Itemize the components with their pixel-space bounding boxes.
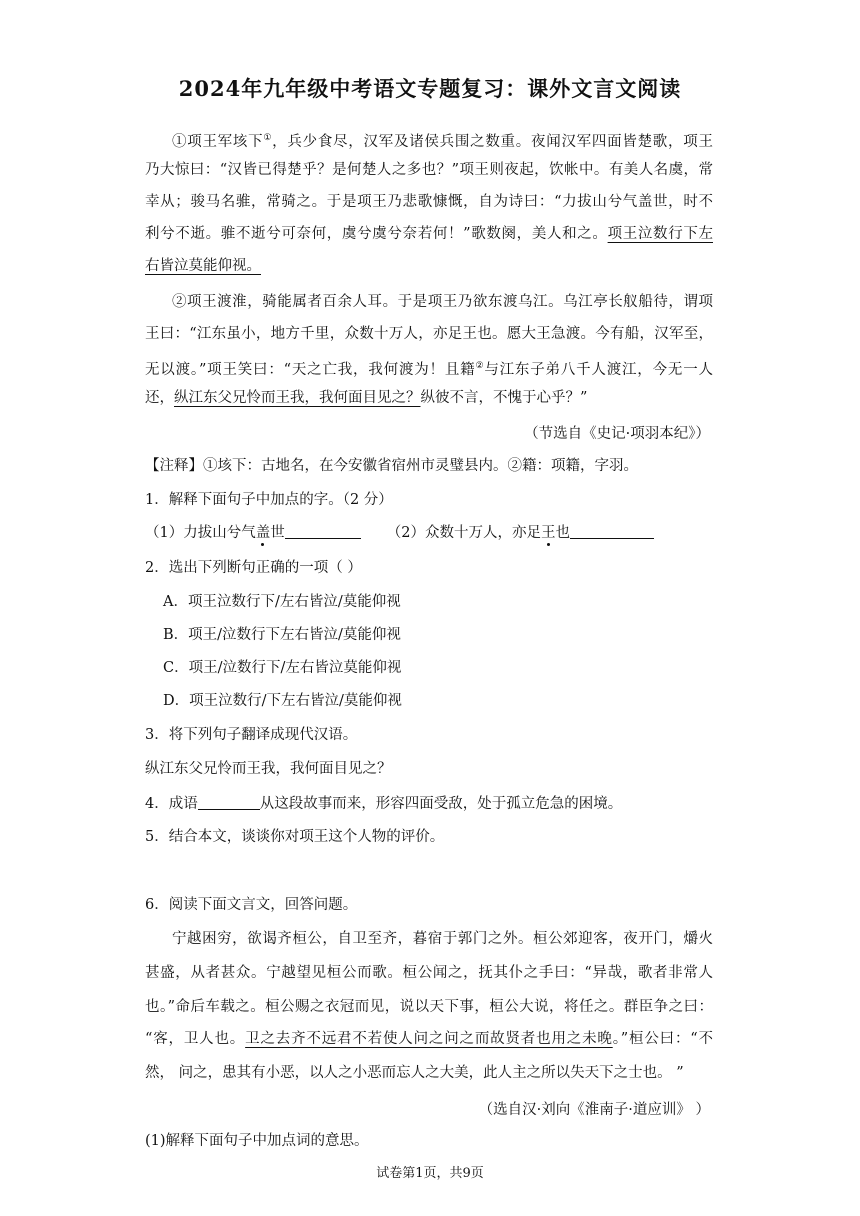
- answer-blank-1-2[interactable]: [570, 522, 654, 539]
- passage2-line-3: 无以渡。”项王笑曰：“天之亡我，我何渡为！且籍②与江东子弟八千人渡江，今无一人: [145, 361, 714, 378]
- answer-blank-1-1[interactable]: [285, 522, 361, 539]
- footnote-marker-2: ②: [475, 361, 485, 371]
- passage3-line-1: 宁越困穷，欲谒齐桓公，自卫至齐，暮宿于郭门之外。桓公郊迎客，夜开门，爝火: [172, 931, 713, 947]
- question-4: 4．成语 从这段故事而来，形容四面受敌，处于孤立危急的困境。: [145, 793, 622, 814]
- option-b[interactable]: B．项王/泣数行下左右皆泣/莫能仰视: [163, 627, 401, 643]
- passage2-line-1: ②项王渡淮，骑能属者百余人耳。于是项王乃欲东渡乌江。乌江亭长舣船待，谓项: [172, 294, 713, 310]
- passage1-line-3: 幸从；骏马名骓，常骑之。于是项王乃悲歌慷慨，自为诗曰：“力拔山兮气盖世，时不: [145, 194, 713, 210]
- option-c[interactable]: C．项王/泣数行下/左右皆泣莫能仰视: [163, 660, 402, 676]
- annotation-note: 【注释】①垓下：古地名，在今安徽省宿州市灵璧县内。②籍：项籍，字羽。: [145, 458, 638, 474]
- underlined-sentence-3: 卫之去齐不远君不若使人问之问之而故贤者也用之未晚: [245, 1031, 613, 1047]
- passage2-line-4: 还，纵江东父兄怜而王我，我何面目见之？纵彼不言，不愧于心乎？”: [145, 390, 588, 406]
- page-title: 2024年九年级中考语文专题复习：课外文言文阅读: [178, 76, 682, 101]
- question-1-parts: （1）力拔山兮气盖世 （2）众数十万人，亦足王也: [145, 522, 654, 543]
- passage3-source: （选自汉·刘向《淮南子·道应训》 ）: [478, 1102, 710, 1118]
- question-3-stem: 3．将下列句子翻译成现代汉语。: [145, 727, 358, 743]
- page-footer: 试卷第1页，共9页: [376, 1166, 484, 1181]
- passage3-line-5: 然， 问之，患其有小恶，以人之小恶而忘人之大美，此人主之所以失天下之士也。 ”: [145, 1065, 684, 1081]
- underlined-sentence-1b: 右皆泣莫能仰视。: [145, 258, 261, 274]
- passage2-line-2: 王曰：“江东虽小，地方千里，众数十万人，亦足王也。愿大王急渡。今有船，汉军至，: [145, 326, 713, 342]
- dotted-char-gai: 盖: [255, 525, 271, 541]
- underlined-sentence-2: 纵江东父兄怜而王我，我何面目见之？: [174, 390, 421, 406]
- question-6-sub-1: (1)解释下面句子中加点词的意思。: [145, 1133, 369, 1149]
- passage3-line-4: “客，卫人也。卫之去齐不远君不若使人问之问之而故贤者也用之未晚。”桓公曰：“不: [145, 1031, 713, 1047]
- passage1-line-2: 乃大惊曰：“汉皆已得楚乎？是何楚人之多也？”项王则夜起，饮帐中。有美人名虞，常: [145, 162, 713, 178]
- dotted-char-wang: 王: [540, 525, 556, 541]
- question-6-stem: 6．阅读下面文言文，回答问题。: [145, 897, 358, 913]
- passage1-line-1: ①项王军垓下①，兵少食尽，汉军及诸侯兵围之数重。夜闻汉军四面皆楚歌，项王: [172, 133, 713, 150]
- option-d[interactable]: D．项王泣数行/下左右皆泣/莫能仰视: [163, 693, 402, 709]
- underlined-sentence-1a: 项王泣数行下左: [607, 226, 713, 242]
- answer-blank-4[interactable]: [198, 793, 260, 810]
- passage1-line-5: [145, 256, 261, 276]
- passage1-line-4: 利兮不逝。骓不逝兮可奈何，虞兮虞兮奈若何！”歌数阕，美人和之。项王泣数行下左: [145, 226, 713, 242]
- passage3-line-2: 甚盛，从者甚众。宁越望见桓公而歌。桓公闻之，抚其仆之手曰：“异哉，歌者非常人: [145, 965, 713, 981]
- passage3-line-3: 也。”命后车载之。桓公赐之衣冠而见，说以天下事，桓公大说，将任之。群臣争之曰：: [145, 999, 713, 1015]
- question-5: 5．结合本文，谈谈你对项王这个人物的评价。: [145, 829, 445, 845]
- question-1-stem: 1．解释下面句子中加点的字。（2 分）: [145, 492, 393, 508]
- question-3-sentence: 纵江东父兄怜而王我，我何面目见之？: [145, 761, 392, 777]
- passage2-source: （节选自《史记·项羽本纪》）: [524, 426, 710, 442]
- option-a[interactable]: A．项王泣数行下/左右皆泣/莫能仰视: [163, 594, 401, 610]
- footnote-marker-1: ①: [263, 133, 273, 143]
- question-2-stem: 2．选出下列断句正确的一项（ ）: [145, 560, 362, 576]
